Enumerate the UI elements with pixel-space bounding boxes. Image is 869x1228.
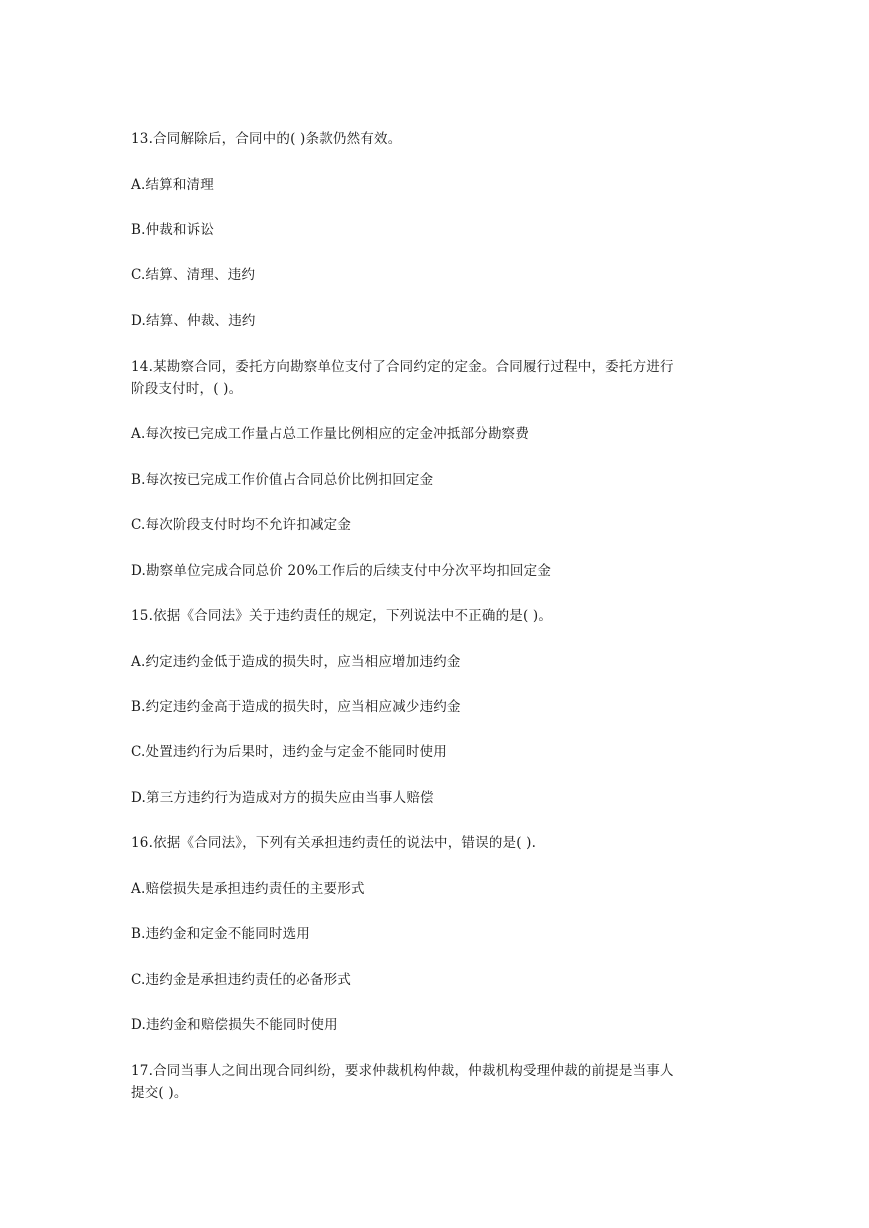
- question-14-stem-line-2: 阶段支付时，( )。: [131, 381, 243, 397]
- question-14-option-c: C.每次阶段支付时均不允许扣减定金: [131, 517, 352, 533]
- question-13-option-a: A.结算和清理: [131, 177, 214, 193]
- question-13-option-d: D.结算、仲裁、违约: [131, 313, 256, 329]
- question-14-option-d: D.勘察单位完成合同总价 20%工作后的后续支付中分次平均扣回定金: [131, 563, 552, 579]
- question-13-option-b: B.仲裁和诉讼: [131, 222, 215, 238]
- question-15-stem: 15.依据《合同法》关于违约责任的规定，下列说法中不正确的是( )。: [131, 608, 553, 624]
- question-14-stem-line-1: 14.某勘察合同，委托方向勘察单位支付了合同约定的定金。合同履行过程中，委托方进行: [131, 359, 674, 375]
- question-17-stem-line-1: 17.合同当事人之间出现合同纠纷，要求仲裁机构仲裁，仲裁机构受理仲裁的前提是当事人: [131, 1063, 674, 1079]
- question-15-option-b: B.约定违约金高于造成的损失时，应当相应减少违约金: [131, 699, 461, 715]
- question-17-stem-line-2: 提交( )。: [131, 1085, 188, 1101]
- question-16-option-a: A.赔偿损失是承担违约责任的主要形式: [131, 881, 365, 897]
- question-16-option-b: B.违约金和定金不能同时选用: [131, 926, 311, 942]
- document-page: [131, 0, 751, 1228]
- question-15-option-c: C.处置违约行为后果时，违约金与定金不能同时使用: [131, 744, 447, 760]
- question-14-option-a: A.每次按已完成工作量占总工作量比例相应的定金冲抵部分勘察费: [131, 426, 530, 442]
- question-14-option-b: B.每次按已完成工作价值占合同总价比例扣回定金: [131, 472, 434, 488]
- question-16-stem: 16.依据《合同法》，下列有关承担违约责任的说法中，错误的是( ).: [131, 835, 537, 851]
- question-15-option-a: A.约定违约金低于造成的损失时，应当相应增加违约金: [131, 654, 461, 670]
- question-16-option-d: D.违约金和赔偿损失不能同时使用: [131, 1017, 338, 1033]
- question-15-option-d: D.第三方违约行为造成对方的损失应由当事人赔偿: [131, 790, 434, 806]
- question-13-stem: 13.合同解除后，合同中的( )条款仍然有效。: [131, 131, 402, 147]
- question-16-option-c: C.违约金是承担违约责任的必备形式: [131, 972, 352, 988]
- question-13-option-c: C.结算、清理、违约: [131, 267, 256, 283]
